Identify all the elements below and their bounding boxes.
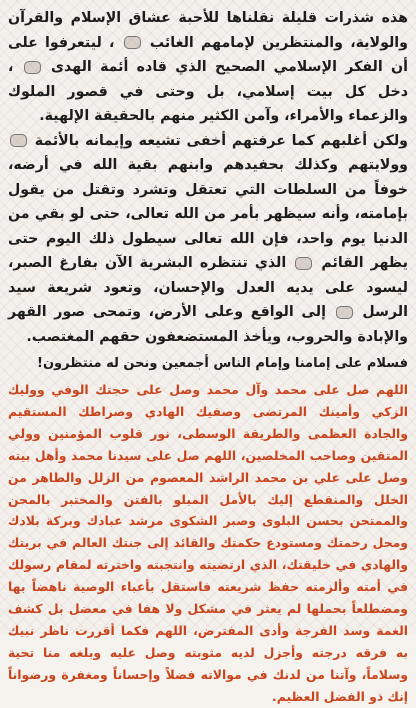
honorific-ligature-icon <box>24 61 41 74</box>
intro-paragraph <box>8 6 408 129</box>
intro-text-1: هذه شذرات قليلة نقلناها للأحبة عشاق الإسلام والقرآن والولاية، والمنتظرين لإمامهم الغائب <box>8 10 408 51</box>
honorific-ligature-icon <box>295 257 312 270</box>
intro-text-2: ، ليتعرفوا على أن الفكر الإسلامي الصحيح الذي قاده أئمة الهدى <box>8 34 408 75</box>
salam-line <box>8 353 408 375</box>
honorific-ligature-icon <box>10 134 27 147</box>
dua-paragraph <box>8 379 408 708</box>
faith-text-4: إلى الواقع وعلى الأرض، وتمحى صور القهر والإبادة والحروب، ويأخذ المستضعفون حقهم المغتصب. <box>8 304 408 345</box>
intro-text-3: ، دخل كل بيت إسلامي، بل وحتى في قصور الملوك والزعماء والأمراء، وآمن الكثير منهم بالحقيقة الإلهية. <box>8 59 408 124</box>
dua-text: اللهم صل على محمد وآل محمد وصل على حجتك الوفي ووليك الزكي وأمينك المرتضى وصفيك الهادي وصراطك المستقيم والجادة العظمى والطريقة الوسطى، نور قلوب المؤمنين وولي المتقين وصاحب المخلصين، اللهم صل على سيدنا محمد وأهل بيته وصل على علي بن محمد الراشد المعصوم من الزلل والطاهر من الخلل والمنقطع إليك بالأمل المبلو بالفتن والمختبر بالمحن والممتحن بحسن البلوى وصبر الشكوى مرشد عبادك وبركة بلادك ومحل رحمتك ومستودع حكمتك والقائد إلى جنتك العالم في بريتك والهادي في خليقتك، الذي ارتضيته وانتجبته واخترته لمقام رسولك في أمته وألزمته حفظ شريعته فاستقل بأعباء الوصية ناهضاً بها ومضطلعاً بحملها لم يعثر في مشكل ولا هفا في معضل بل كشف الغمة وسد الفرجة وأدى المفترض، اللهم فكما أقررت ناظر نبيك به فرقه درجته وأجزل لديه مثوبته وصل عليه وبلغه منا تحية وسلاماً، وآتنا من لدنك في موالاته فضلاً وإحساناً ومغفرة ورضواناً إنك ذو الفضل العظيم. <box>8 382 408 704</box>
faith-text-1: ولكن أغلبهم كما عرفتهم أخفى تشيعه وإيمانه بالأئمة <box>34 132 408 149</box>
honorific-ligature-icon <box>336 306 353 319</box>
faith-text-2: وولايتهم وكذلك بحفيدهم وابنهم بقية الله في أرضه، خوفاً من السلطات التي تعتقل وتشرد وتقتل من يقول بإمامته، وأنه سيظهر بأمر من الله تعالى، حتى لو بقي من الدنيا يوم واحد، فإن الله تعالى سيطول ذلك اليوم حتى يظهر القائم <box>8 157 408 271</box>
honorific-ligature-icon <box>124 36 141 49</box>
faith-text-3: الذي تنتظره البشرية الآن بفارغ الصبر، ليسود على يديه العدل والإحسان، وتعود شريعة سيد الرسل <box>8 255 408 320</box>
salam-text: فسلام على إمامنا وإمام الناس أجمعين ونحن له منتظرون! <box>37 356 408 371</box>
faith-paragraph <box>8 129 408 350</box>
